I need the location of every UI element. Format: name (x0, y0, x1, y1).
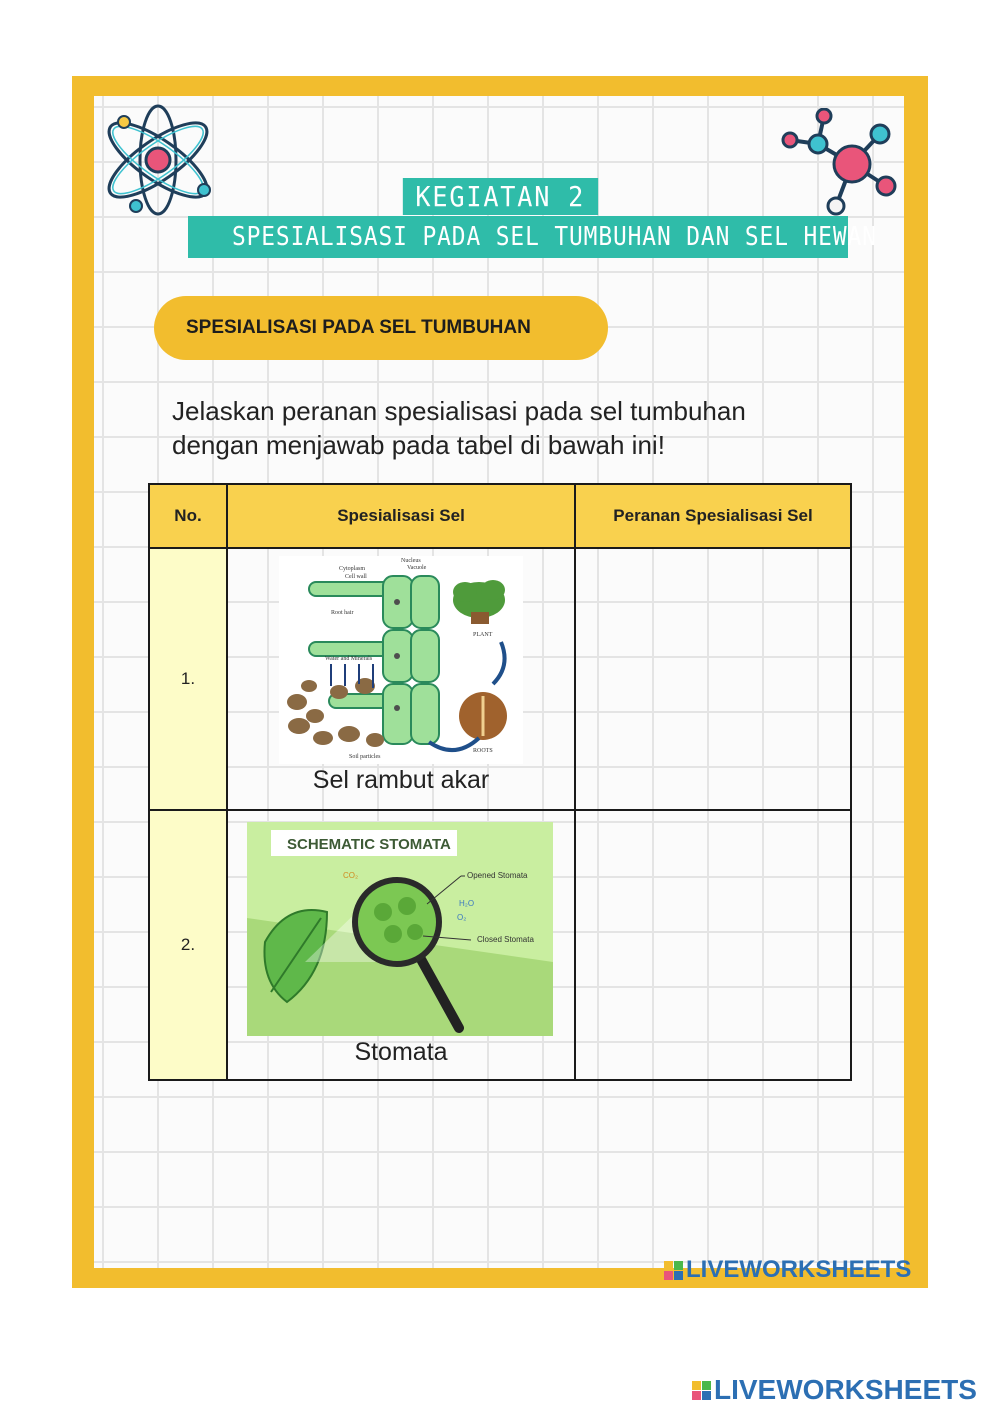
label-closed-stomata: Closed Stomata (477, 935, 534, 944)
inner-brand-logo: LIVEWORKSHEETS (664, 1256, 911, 1284)
activity-subtitle: SPESIALISASI PADA SEL TUMBUHAN DAN SEL HEWAN (188, 216, 848, 258)
table-header-row (149, 484, 851, 548)
header-no: No. (149, 484, 227, 548)
outer-brand-logo[interactable]: LIVEWORKSHEETS (692, 1374, 977, 1406)
label-plant: PLANT (473, 632, 493, 638)
answer-cell[interactable] (575, 810, 851, 1080)
activity-title: KEGIATAN 2 (403, 178, 598, 215)
label-nucleus: Nucleus (401, 558, 421, 564)
specialization-cell (227, 548, 575, 810)
worksheet-table (148, 483, 852, 1081)
label-cell-wall: Cell wall (345, 574, 367, 580)
row-number: 2. (149, 810, 227, 1080)
label-h2o: H₂O (459, 899, 475, 908)
cell-caption: Stomata (354, 1038, 448, 1066)
answer-cell[interactable] (575, 548, 851, 810)
section-pill: SPESIALISASI PADA SEL TUMBUHAN (154, 296, 608, 360)
cell-caption: Sel rambut akar (312, 766, 490, 794)
label-vacuole: Vacuole (407, 565, 427, 571)
row-number: 1. (149, 548, 227, 810)
brand-blocks-icon (664, 1261, 683, 1280)
instruction-text: Jelaskan peranan spesialisasi pada sel tumbuhan dengan menjawab pada tabel di bawah ini! (172, 396, 746, 460)
table-row (149, 810, 851, 1080)
title-line-1 (0, 178, 1000, 215)
header-peranan: Peranan Spesialisasi Sel (575, 484, 851, 548)
label-o2: O₂ (457, 913, 467, 922)
brand-blocks-icon (692, 1381, 711, 1400)
label-roots: ROOTS (473, 748, 493, 754)
label-co2: CO₂ (343, 871, 359, 880)
label-soil-particles: Soil particles (349, 754, 381, 760)
label-cytoplasm: Cytoplasm (339, 566, 366, 572)
label-opened-stomata: Opened Stomata (467, 871, 528, 880)
label-root-hair: Root hair (331, 610, 354, 616)
stomata-diagram (247, 822, 553, 1036)
stomata-title: SCHEMATIC STOMATA (287, 836, 451, 853)
header-spesialisasi: Spesialisasi Sel (227, 484, 575, 548)
label-water-minerals: Water and Minerals (325, 656, 373, 662)
root-hair-diagram (279, 556, 523, 764)
table-row (149, 548, 851, 810)
specialization-cell (227, 810, 575, 1080)
